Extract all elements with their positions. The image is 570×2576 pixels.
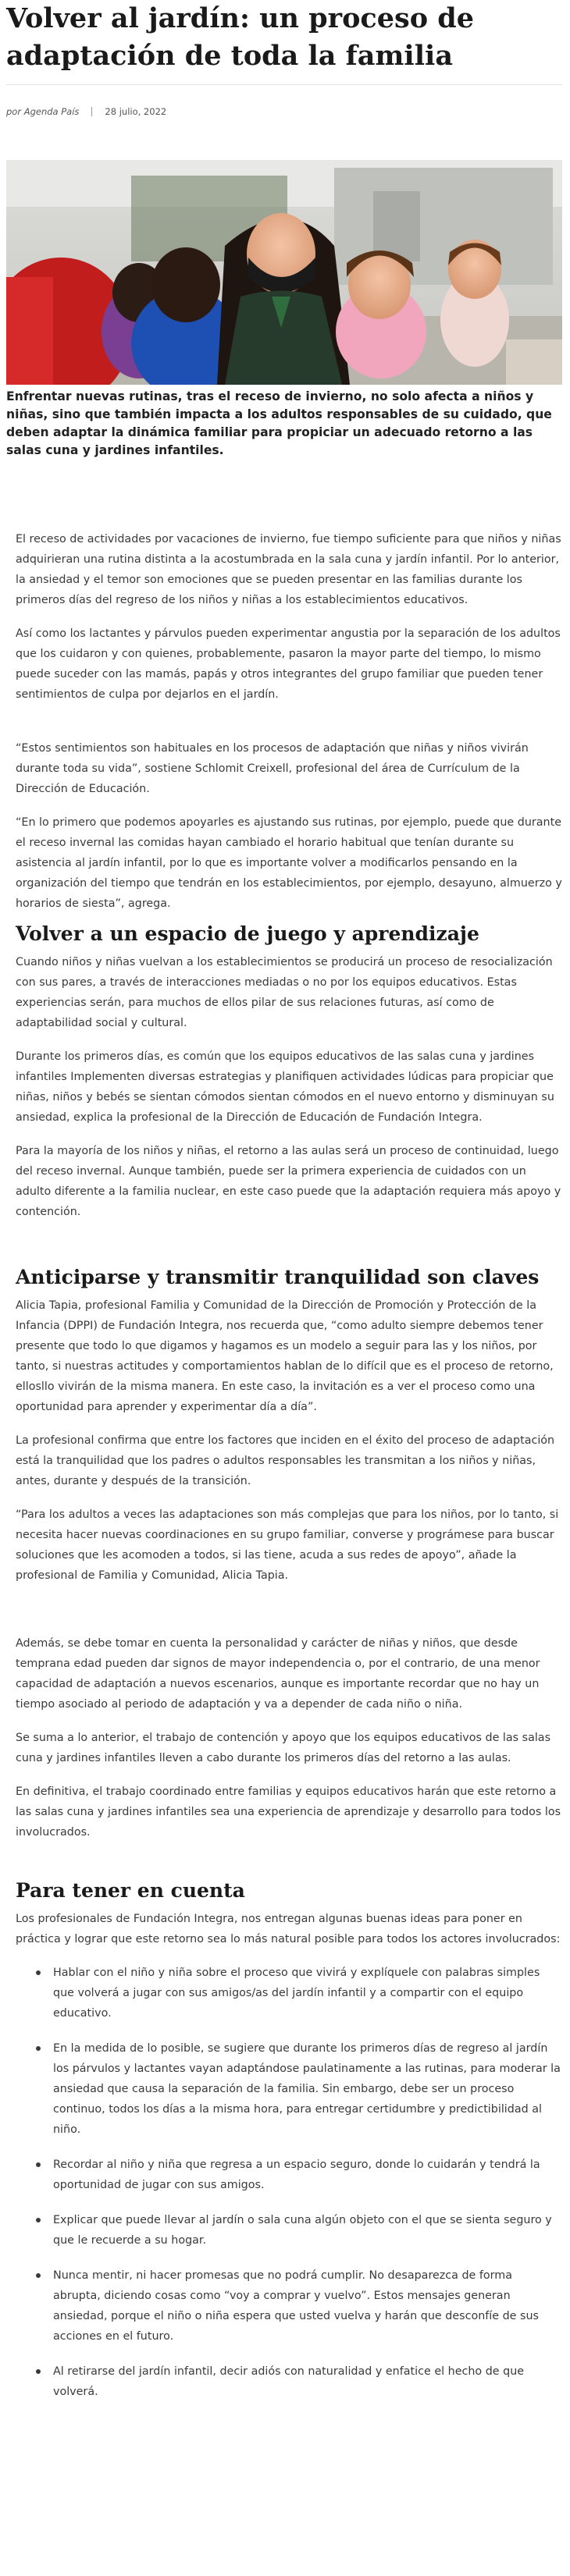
list-item: Hablar con el niño y niña sobre el proceso que vivirá y explíquele con palabras simples que volverá a jugar con sus amigos/as del jardín infantil y a compartir con el equipo educativo. (36, 1963, 562, 2023)
list-item: Explicar que puede llevar al jardín o sala cuna algún objeto con el que se sienta seguro y que le recuerde a su hogar. (36, 2210, 562, 2251)
meta-separator (91, 107, 92, 116)
section-paragraph: Además, se debe tomar en cuenta la personalidad y carácter de niñas y niños, que desde temprana edad pueden dar signos de mayor independencia o, por el contrario, de una menor capacidad de adaptación a nuevos escenarios, aunque es importante recordar que no hay un tiempo asociado al periodo de adaptación y va a depender de cada niño o niña. (16, 1637, 540, 1711)
intro-paragraph: “En lo primero que podemos apoyarles es ajustando sus rutinas, por ejemplo, puede que durante el receso invernal las comidas hayan cambiado el horario habitual que tenían durante su asistencia al jardín infantil, por lo que es importante volver a modificarlos pensando en la organización del tiempo que tendrán en los establecimientos, por ejemplo, desayuno, almuerzo y horarios de siesta”, agrega. (16, 816, 562, 910)
section-anticiparse (16, 1266, 562, 1856)
section-paragraph: “Para los adultos a veces las adaptaciones son más complejas que para los niños, por lo tanto, si necesita hacer nuevas coordinaciones en su grupo familiar, converse y prográmese para buscar soluciones que les acomoden a todos, si las tiene, acuda a sus redes de apoyo”, añade la profesional de Familia y Comunidad, Alicia Tapia. (16, 1508, 559, 1582)
intro-paragraph: El receso de actividades por vacaciones de invierno, fue tiempo suficiente para que niños y niñas adquirieran una rutina distinta a la acostumbrada en la sala cuna y jardín infantil. Por lo anterior, la ansiedad y el temor son emociones que se pueden presentar en las familias durante los primeros días del regreso de los niños y niñas a los establecimientos educativos. (16, 533, 561, 606)
section-juego-aprendizaje (16, 922, 562, 1235)
intro-paragraph: Así como los lactantes y párvulos pueden experimentar angustia por la separación de los adultos que los cuidaron y con quienes, probablemente, pasaron la mayor parte del tiempo, lo mismo puede suceder con las mamás, papás y otros integrantes del grupo familiar que pueden tener sentimientos de culpa por dejarlos en el jardín. (16, 627, 561, 701)
article-meta (6, 106, 166, 117)
article-intro (16, 529, 562, 927)
section-paragraph: En definitiva, el trabajo coordinado entre familias y equipos educativos harán que este retorno a las salas cuna y jardines infantiles sea una experiencia de aprendizaje y desarrollo para todos los involucrados. (16, 1785, 561, 1839)
section-paragraph: Para la mayoría de los niños y niñas, el retorno a las aulas será un proceso de continuidad, luego del receso invernal. Aunque también, puede ser la primera experiencia de cuidados con un adulto diferente a la familia nuclear, en este caso puede que la adaptación requiera más apoyo y contención. (16, 1145, 561, 1218)
article-date: 28 julio, 2022 (105, 106, 167, 117)
article-author[interactable]: por Agenda País (6, 106, 80, 117)
section-paragraph: Cuando niños y niñas vuelvan a los establecimientos se producirá un proceso de resocialización con sus pares, a través de interacciones mediadas o no por los equipos educativos. Estas experiencias serán, para muchos de ellos pilar de sus relaciones futuras, así como de adaptabilidad social y cultural. (16, 956, 553, 1029)
section-heading: Volver a un espacio de juego y aprendizaje (16, 922, 479, 945)
section-paragraph: Alicia Tapia, profesional Familia y Comunidad de la Dirección de Promoción y Protección de la Infancia (DPPI) de Fundación Integra, nos recuerda que, “como adulto siempre debemos tener presente que todo lo que digamos y hagamos es un modelo a seguir para las y los niños, por tanto, si nuestras actitudes y comportamientos hablan de lo difícil que es el proceso de retorno, ellosllo vivirán de la misma manera. En este caso, la invitación es a ver el proceso como una oportunidad para aprender y experimentar día a día”. (16, 1299, 554, 1413)
section-paragraph: Durante los primeros días, es común que los equipos educativos de las salas cuna y jardines infantiles Implementen diversas estrategias y planifiquen actividades lúdicas para propiciar que niñas, niños y bebés se sientan cómodos sientan cómodos en el nuevo entorno y disminuyan su ansiedad, explica la profesional de la Dirección de Educación de Fundación Integra. (16, 1050, 554, 1124)
intro-paragraph: “Estos sentimientos son habituales en los procesos de adaptación que niñas y niños vivirán durante toda su vida”, sostiene Schlomit Creixell, profesional del área de Currículum de la Dirección de Educación. (16, 742, 529, 795)
hero-image (6, 160, 562, 385)
list-item: Recordar al niño y niña que regresa a un espacio seguro, donde lo cuidarán y tendrá la oportunidad de jugar con sus amigos. (36, 2155, 562, 2195)
section-paragraph: La profesional confirma que entre los factores que inciden en el éxito del proceso de adaptación está la tranquilidad que los padres o adultos responsables les transmitan a los niños y niñas, antes, durante y después de la transición. (16, 1434, 555, 1487)
section-heading: Para tener en cuenta (16, 1879, 245, 1902)
section-paragraph: Se suma a lo anterior, el trabajo de contención y apoyo que los equipos educativos de las salas cuna y jardines infantiles lleven a cabo durante los primeros días del retorno a las aulas. (16, 1732, 551, 1764)
list-item: Al retirarse del jardín infantil, decir adiós con naturalidad y enfatice el hecho de que volverá. (36, 2361, 562, 2402)
tips-list (16, 1963, 562, 2402)
section-heading: Anticiparse y transmitir tranquilidad son claves (16, 1266, 540, 1288)
list-item: Nunca mentir, ni hacer promesas que no podrá cumplir. No desaparezca de forma abrupta, diciendo cosas como “voy a comprar y vuelvo”. Estos mensajes generan ansiedad, porque el niño o niña espera que usted vuelva y harán que desconfíe de sus acciones en el futuro. (36, 2265, 562, 2347)
title-divider (6, 84, 562, 85)
article-title: Volver al jardín: un proceso de adaptación de toda la familia (6, 2, 474, 72)
section-paragraph: Los profesionales de Fundación Integra, nos entregan algunas buenas ideas para poner en práctica y lograr que este retorno sea lo más natural posible para todos los actores involucrados: (16, 1913, 561, 1945)
article-lead: Enfrentar nuevas rutinas, tras el receso de invierno, no solo afecta a niños y niñas, sino que también impacta a los adultos responsables de su cuidado, que deben adaptar la dinámica familiar para propiciar un adecuado retorno a las salas cuna y jardines infantiles. (6, 389, 552, 457)
section-para-tener-en-cuenta (16, 1879, 562, 2417)
list-item: En la medida de lo posible, se sugiere que durante los primeros días de regreso al jardín los párvulos y lactantes vayan adaptándose paulatinamente a las rutinas, para moderar la ansiedad que causa la separación de la familia. Sin embargo, debe ser un proceso continuo, todos los días a la misma hora, para entregar certidumbre y predictibilidad al niño. (36, 2038, 562, 2140)
